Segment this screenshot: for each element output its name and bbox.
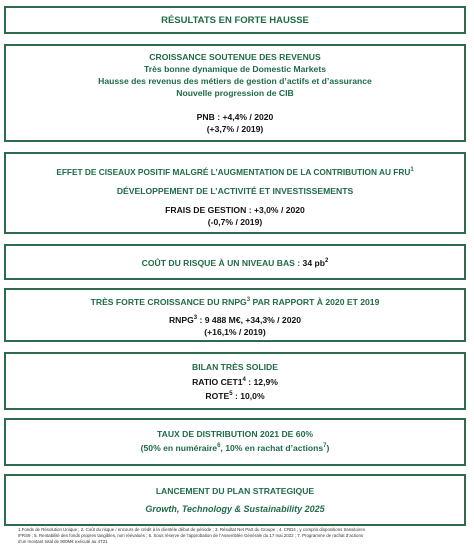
footnote-line-3: d’un montant total de 900M€ exécuté au 4T21 [18, 539, 108, 545]
rnpg-title [6, 296, 464, 308]
rnpg-label: RNPG [168, 315, 194, 325]
frais-sub: (-0,7% / 2019) [207, 217, 263, 227]
rnpg-box [4, 288, 466, 342]
ciseaux-box [4, 152, 466, 234]
rote-label: ROTE [205, 391, 230, 401]
header-box [4, 6, 466, 34]
bilan-title: BILAN TRÈS SOLIDE [192, 362, 278, 372]
rnpg-value: : 9 488 M€, +34,3% / 2020 [197, 315, 302, 325]
ciseaux-title-sup: 1 [410, 167, 414, 174]
bilan-box [4, 352, 466, 410]
revenus-title: CROISSANCE SOUTENUE DES REVENUS [149, 52, 321, 62]
revenus-line-1: Très bonne dynamique de Domestic Markets [144, 64, 326, 74]
risque-line [6, 257, 464, 269]
distribution-sup-a: 6 [217, 443, 221, 450]
cet1-sup: 4 [242, 377, 246, 384]
plan-title: LANCEMENT DU PLAN STRATEGIQUE [155, 486, 315, 496]
ciseaux-subtitle: DÉVELOPPEMENT DE L’ACTIVITÉ ET INVESTISSEMENTS [116, 186, 354, 196]
footnote-line-2: IFRS9 ; 5. Rentabilité des fonds propres tangibles, non réévalués ; 6. Sous réserve de l’approbation de l’Assemblée Générale du 17 mai 2022 ; 7. Programme de rachat d’actions [18, 533, 364, 539]
rnpg-label-sup: 3 [193, 315, 198, 322]
plan-tagline: Growth, Technology & Sustainability 2025 [145, 504, 325, 514]
distribution-part-c: ) [326, 443, 330, 453]
distribution-sup-b: 7 [323, 443, 327, 450]
plan-box [4, 474, 466, 526]
frais-value: FRAIS DE GESTION : +3,0% / 2020 [165, 205, 305, 215]
revenus-line-3: Nouvelle progression de CIB [176, 88, 294, 98]
revenus-line-2: Hausse des revenus des métiers de gestion d’actifs et d’assurance [98, 76, 372, 86]
rote-line [6, 390, 464, 402]
distribution-detail [6, 442, 464, 454]
rnpg-title-sup: 3 [246, 297, 251, 304]
rnpg-sub: (+16,1% / 2019) [204, 327, 266, 337]
risque-value: 34 pb [302, 258, 325, 268]
distribution-title: TAUX DE DISTRIBUTION 2021 DE 60% [157, 429, 313, 439]
distribution-part-b: , 10% en rachat d’actions [220, 443, 324, 453]
distribution-box [4, 418, 466, 466]
ciseaux-title [6, 166, 464, 178]
cet1-label: RATIO CET1 [192, 377, 243, 387]
pnb-value: PNB : +4,4% / 2020 [196, 112, 274, 122]
rnpg-title-text: TRÈS FORTE CROISSANCE DU RNPG [90, 297, 247, 307]
footnote-line-1: 1.Fonds de Résolution Unique ; 2. Coût du risque / encours de crédit à la clientèle début de période ; 3. Résultat Net Part du Groupe ; 4. CRD4 ; y compris dispositions transitoires [18, 527, 366, 532]
distribution-part-a: (50% en numéraire [140, 443, 218, 453]
pnb-sub: (+3,7% / 2019) [206, 124, 264, 134]
risque-label: COÛT DU RISQUE À UN NIVEAU BAS : [141, 258, 303, 268]
risque-sup: 2 [325, 258, 329, 265]
rote-value: : 10,0% [232, 391, 265, 401]
page-title: RÉSULTATS EN FORTE HAUSSE [161, 15, 309, 26]
revenus-box [4, 44, 466, 142]
cet1-line [6, 376, 464, 388]
rote-sup: 5 [229, 391, 233, 398]
rnpg-title-rest: PAR RAPPORT À 2020 ET 2019 [250, 297, 380, 307]
ciseaux-title-text: EFFET DE CISEAUX POSITIF MALGRÉ L’AUGMENTATION DE LA CONTRIBUTION AU FRU [56, 167, 411, 177]
rnpg-value-line [6, 314, 464, 326]
cet1-value: : 12,9% [245, 377, 278, 387]
risque-box [4, 244, 466, 280]
